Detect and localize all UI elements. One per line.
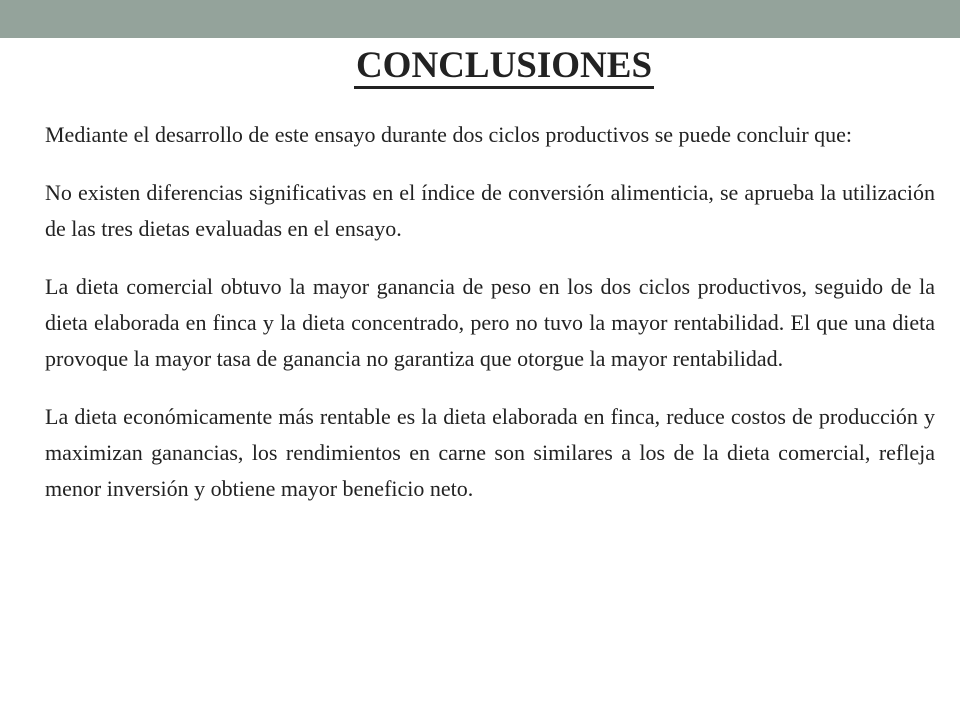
top-accent-bar [0, 0, 960, 38]
intro-paragraph: Mediante el desarrollo de este ensayo durante dos ciclos productivos se puede concluir que: [45, 122, 853, 147]
conclusion-paragraph-weight-gain: La dieta comercial obtuvo la mayor ganancia de peso en los dos ciclos productivos, seguido de la dieta elaborada en finca y la dieta concentrado, pero no tuvo la mayor rentabilidad. El que una dieta provoque la mayor tasa de ganancia no garantiza que otorgue la mayor rentabilidad. [45, 274, 935, 371]
slide-title [0, 44, 960, 89]
conclusion-paragraph-profitability: La dieta económicamente más rentable es la dieta elaborada en finca, reduce costos de producción y maximizan ganancias, los rendimientos en carne son similares a los de la dieta comercial, refleja menor inversión y obtiene mayor beneficio neto. [45, 404, 935, 501]
conclusion-paragraph-conversion: No existen diferencias significativas en el índice de conversión alimenticia, se aprueba la utilización de las tres dietas evaluadas en el ensayo. [45, 180, 935, 241]
slide-body [45, 117, 935, 529]
slide-title-text: CONCLUSIONES [354, 46, 654, 89]
